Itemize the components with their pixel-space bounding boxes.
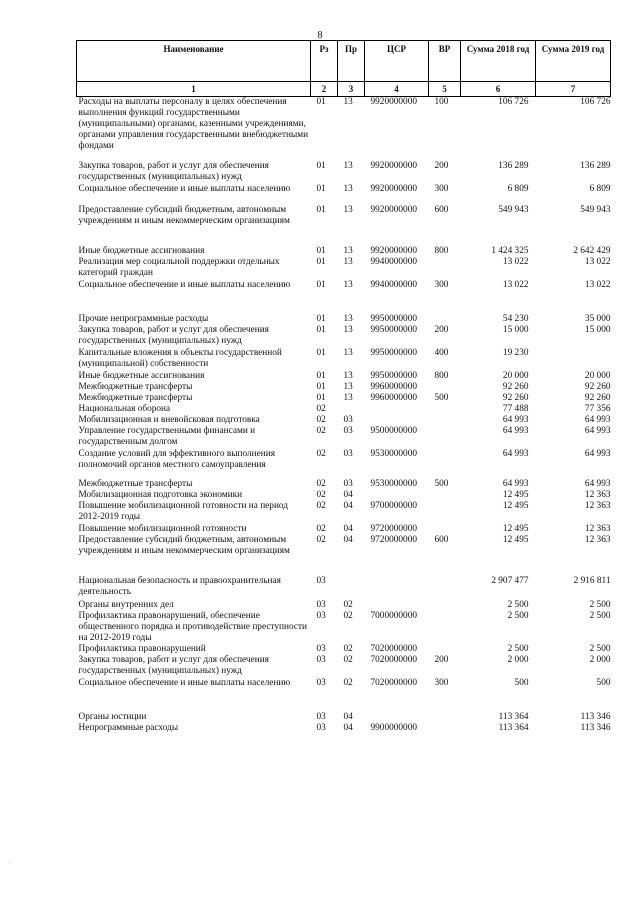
row-name: Расходы на выплаты персоналу в целях обеспечения выполнения функций государственными (муниципальными) органами, казенными учреждениями, органами управления государственными внебюджетными фондами [78, 97, 309, 151]
table-row [77, 611, 611, 644]
table-row [77, 655, 611, 678]
row-rz: 01 [316, 160, 326, 171]
row-csr: 9500000000 [370, 425, 417, 436]
row-sum-2018: 113 364 [498, 711, 529, 722]
row-pr: 13 [343, 256, 353, 267]
row-vr: 400 [434, 347, 449, 358]
row-sum-2018: 64 993 [502, 414, 529, 425]
row-sum-2018: 2 500 [507, 643, 529, 654]
row-pr: 02 [343, 654, 353, 665]
row-csr: 9950000000 [370, 347, 417, 358]
column-number: 6 [461, 82, 536, 97]
row-name: Межбюджетные трансферты [78, 478, 193, 489]
row-sum-2018: 549 943 [498, 204, 529, 215]
row-sum-2019: 2 500 [589, 610, 611, 621]
header-sum-2018: Сумма 2018 год [461, 41, 536, 82]
row-sum-2018: 77 488 [502, 403, 529, 414]
column-number: 3 [338, 82, 365, 97]
row-pr: 13 [343, 392, 353, 403]
row-name: Социальное обеспечение и иные выплаты населению [78, 183, 291, 194]
row-vr: 500 [434, 478, 449, 489]
row-csr: 9720000000 [370, 534, 417, 545]
row-rz: 01 [316, 256, 326, 267]
row-name: Капитальные вложения в объекты государственной (муниципальной) собственности [78, 347, 282, 369]
row-csr: 9920000000 [370, 160, 417, 171]
row-rz: 03 [316, 711, 326, 722]
row-rz: 01 [316, 370, 326, 381]
row-sum-2018: 13 022 [502, 279, 529, 290]
row-sum-2019: 92 260 [584, 392, 611, 403]
header-row [77, 41, 611, 82]
table-row [77, 644, 611, 655]
row-csr [365, 712, 429, 723]
row-name: Органы внутренних дел [78, 599, 174, 610]
header-vr: ВР [429, 41, 461, 82]
row-rz: 02 [316, 448, 326, 459]
table-row [77, 371, 611, 382]
row-name: Органы юстиции [78, 711, 147, 722]
row-rz: 01 [316, 279, 326, 290]
row-name: Профилактика правонарушений [78, 643, 206, 654]
row-pr: 13 [343, 279, 353, 290]
table-row [77, 184, 611, 205]
row-rz: 02 [316, 500, 326, 511]
header-sum-2019: Сумма 2019 год [536, 41, 611, 82]
row-sum-2019: 64 993 [584, 425, 611, 436]
page-number: 8 [317, 30, 323, 41]
row-pr: 13 [343, 97, 353, 107]
row-rz: 01 [316, 204, 326, 215]
row-sum-2019: 2 000 [589, 654, 611, 665]
table-row [77, 348, 611, 371]
row-sum-2018: 92 260 [502, 392, 529, 403]
row-sum-2019: 12 363 [584, 489, 611, 500]
row-csr: 9920000000 [370, 204, 417, 215]
row-name: Реализация мер социальной поддержки отдельных категорий граждан [78, 256, 280, 278]
table-row [77, 426, 611, 449]
row-name: Иные бюджетные ассигнования [78, 245, 205, 256]
row-sum-2018: 136 289 [498, 160, 529, 171]
row-vr [429, 723, 461, 734]
row-name: Межбюджетные трансферты [78, 392, 193, 403]
row-vr: 200 [434, 160, 449, 171]
row-sum-2019: 106 726 [580, 97, 611, 107]
row-csr: 9900000000 [370, 722, 417, 733]
row-vr: 200 [434, 324, 449, 335]
row-vr: 600 [434, 534, 449, 545]
row-csr: 7020000000 [370, 654, 417, 665]
table-row [77, 257, 611, 280]
row-pr: 13 [343, 160, 353, 171]
table-row [77, 280, 611, 314]
table-row [77, 325, 611, 348]
row-name: Социальное обеспечение и иные выплаты населению [78, 677, 291, 688]
row-sum-2019: 2 500 [589, 599, 611, 610]
row-pr: 04 [343, 711, 353, 722]
row-name: Непрограммные расходы [78, 722, 179, 733]
row-sum-2018: 13 022 [502, 256, 529, 267]
row-csr: 9530000000 [370, 478, 417, 489]
row-name: Предоставление субсидий бюджетным, автономным учреждениям и иным некоммерческим организациям [78, 204, 290, 226]
row-csr: 9920000000 [370, 183, 417, 194]
row-sum-2018: 12 495 [502, 534, 529, 545]
row-vr [429, 524, 461, 535]
table-row [77, 314, 611, 325]
row-rz: 02 [316, 489, 326, 500]
row-sum-2019: 64 993 [584, 478, 611, 489]
row-csr [365, 404, 429, 415]
row-vr [429, 576, 461, 600]
row-vr: 100 [434, 97, 449, 107]
row-sum-2018: 92 260 [502, 381, 529, 392]
row-rz: 01 [316, 324, 326, 335]
row-name: Межбюджетные трансферты [78, 381, 193, 392]
row-rz: 01 [316, 313, 326, 324]
row-vr: 200 [434, 654, 449, 665]
row-sum-2018: 2 500 [507, 610, 529, 621]
table-row [77, 712, 611, 723]
row-vr [429, 600, 461, 611]
row-pr: 04 [343, 500, 353, 511]
table-row [77, 449, 611, 479]
row-sum-2018: 64 993 [502, 425, 529, 436]
row-vr: 300 [434, 677, 449, 688]
row-sum-2018: 500 [514, 677, 529, 688]
table-row [77, 600, 611, 611]
row-rz: 02 [316, 523, 326, 534]
row-sum-2018: 54 230 [502, 313, 529, 324]
table-row [77, 723, 611, 734]
column-number: 5 [429, 82, 461, 97]
row-vr [429, 644, 461, 655]
row-name: Мобилизационная подготовка экономики [78, 489, 243, 500]
row-pr: 03 [343, 425, 353, 436]
row-vr [429, 415, 461, 426]
row-name: Национальная оборона [78, 403, 171, 414]
row-pr: 02 [343, 599, 353, 610]
row-sum-2018: 2 000 [507, 654, 529, 665]
row-sum-2019: 2 500 [589, 643, 611, 654]
row-csr: 7000000000 [370, 610, 417, 621]
row-sum-2018: 12 495 [502, 523, 529, 534]
row-pr: 04 [343, 523, 353, 534]
row-rz: 02 [316, 534, 326, 545]
row-name: Создание условий для эффективного выполнения полномочий органов местного самоуправления [78, 448, 275, 470]
row-pr: 13 [343, 324, 353, 335]
row-rz: 01 [316, 347, 326, 358]
row-vr [429, 382, 461, 393]
row-name: Закупка товаров, работ и услуг для обеспечения государственных (муниципальных) нужд [78, 324, 269, 346]
row-sum-2018: 106 726 [498, 97, 529, 107]
row-sum-2019: 2 642 429 [573, 245, 611, 256]
row-pr: 13 [343, 183, 353, 194]
row-pr: 13 [343, 313, 353, 324]
row-rz: 01 [316, 97, 326, 107]
row-sum-2019: 12 363 [584, 500, 611, 511]
row-sum-2018: 113 364 [498, 722, 529, 733]
row-sum-2019: 64 993 [584, 414, 611, 425]
row-pr: 04 [343, 534, 353, 545]
row-pr: 13 [343, 204, 353, 215]
row-sum-2019: 113 346 [580, 711, 611, 722]
row-pr [338, 576, 365, 600]
row-csr: 7020000000 [370, 677, 417, 688]
row-vr [429, 404, 461, 415]
row-rz: 02 [316, 414, 326, 425]
row-vr [429, 490, 461, 501]
row-csr: 9720000000 [370, 523, 417, 534]
row-vr [429, 449, 461, 479]
row-pr: 13 [343, 381, 353, 392]
row-vr: 500 [434, 392, 449, 403]
row-sum-2019: 12 363 [584, 523, 611, 534]
row-csr: 7020000000 [370, 643, 417, 654]
table-row [77, 97, 611, 161]
row-sum-2019: 549 943 [580, 204, 611, 215]
row-pr: 02 [343, 643, 353, 654]
row-csr: 9700000000 [370, 500, 417, 511]
row-sum-2019: 500 [596, 677, 611, 688]
row-vr: 300 [434, 279, 449, 290]
row-csr: 9950000000 [370, 370, 417, 381]
row-vr: 600 [434, 204, 449, 215]
row-csr [365, 576, 429, 600]
row-name: Управление государственными финансами и государственным долгом [78, 425, 256, 447]
row-sum-2019: 113 346 [580, 722, 611, 733]
row-csr [365, 490, 429, 501]
row-name: Профилактика правонарушений, обеспечение общественного порядка и противодействие преступности на 2012-2019 годы [78, 610, 308, 643]
table-row [77, 161, 611, 184]
row-csr [365, 600, 429, 611]
row-csr: 9950000000 [370, 313, 417, 324]
table-row [77, 501, 611, 524]
row-rz: 02 [316, 425, 326, 436]
row-csr: 9940000000 [370, 256, 417, 267]
budget-table [76, 40, 611, 734]
row-pr: 04 [343, 489, 353, 500]
row-rz: 02 [316, 478, 326, 489]
row-csr [365, 415, 429, 426]
row-name: Прочие непрограммные расходы [78, 313, 209, 324]
row-csr: 9940000000 [370, 279, 417, 290]
row-pr: 03 [343, 414, 353, 425]
row-rz: 03 [316, 654, 326, 665]
row-name: Закупка товаров, работ и услуг для обеспечения государственных (муниципальных) нужд [78, 160, 269, 182]
row-sum-2018: 64 993 [502, 448, 529, 459]
row-rz: 01 [316, 183, 326, 194]
row-sum-2018: 12 495 [502, 500, 529, 511]
row-sum-2019: 13 022 [584, 279, 611, 290]
row-sum-2019: 12 363 [584, 534, 611, 545]
header-name: Наименование [77, 41, 311, 82]
column-number: 7 [536, 82, 611, 97]
row-sum-2019: 92 260 [584, 381, 611, 392]
row-sum-2018: 2 907 477 [491, 575, 529, 586]
header-rz: Рз [311, 41, 338, 82]
row-name: Социальное обеспечение и иные выплаты населению [78, 279, 291, 290]
row-csr: 9920000000 [370, 245, 417, 256]
table-row [77, 524, 611, 535]
header-pr: Пр [338, 41, 365, 82]
row-name: Закупка товаров, работ и услуг для обеспечения государственных (муниципальных) нужд [78, 654, 269, 676]
row-sum-2018: 2 500 [507, 599, 529, 610]
row-vr: 800 [434, 370, 449, 381]
row-name: Иные бюджетные ассигнования [78, 370, 205, 381]
row-name: Национальная безопасность и правоохранительная деятельность [78, 575, 281, 597]
row-pr: 03 [343, 478, 353, 489]
row-vr [429, 712, 461, 723]
row-vr [429, 257, 461, 280]
row-name: Повышение мобилизационной готовности на период 2012-2019 годы [78, 500, 289, 522]
row-sum-2018: 19 230 [502, 347, 529, 358]
row-rz: 01 [316, 392, 326, 403]
row-sum-2018: 12 495 [502, 489, 529, 500]
table-row [77, 576, 611, 600]
table-row [77, 490, 611, 501]
table-row [77, 479, 611, 490]
table-row [77, 415, 611, 426]
row-pr: 02 [343, 610, 353, 621]
row-csr: 9530000000 [370, 448, 417, 459]
row-csr: 9950000000 [370, 324, 417, 335]
row-sum-2019: 20 000 [584, 370, 611, 381]
row-rz: 03 [316, 643, 326, 654]
row-rz: 03 [316, 599, 326, 610]
row-vr [429, 611, 461, 644]
row-csr: 9960000000 [370, 381, 417, 392]
row-sum-2019: 13 022 [584, 256, 611, 267]
row-pr: 13 [343, 347, 353, 358]
row-sum-2018: 15 000 [502, 324, 529, 335]
row-pr: 13 [343, 245, 353, 256]
column-number-row [77, 82, 611, 97]
row-sum-2018: 20 000 [502, 370, 529, 381]
row-sum-2019: 64 993 [584, 448, 611, 459]
row-name: Повышение мобилизационной готовности [78, 523, 247, 534]
row-rz: 01 [316, 381, 326, 392]
column-number: 1 [77, 82, 311, 97]
table-row [77, 382, 611, 393]
row-rz: 03 [316, 722, 326, 733]
row-rz: 01 [316, 245, 326, 256]
table-row [77, 205, 611, 246]
row-vr [429, 314, 461, 325]
table-row [77, 246, 611, 257]
row-rz: 03 [316, 610, 326, 621]
scan-dot: · [8, 858, 11, 867]
row-csr: 9920000000 [370, 97, 417, 107]
row-name: Предоставление субсидий бюджетным, автономным учреждениям и иным некоммерческим организациям [78, 534, 290, 556]
table-row [77, 404, 611, 415]
row-rz: 03 [316, 575, 326, 586]
row-vr: 800 [434, 245, 449, 256]
row-pr: 04 [343, 722, 353, 733]
row-sum-2019 [536, 348, 611, 371]
table-row [77, 393, 611, 404]
row-pr: 03 [343, 448, 353, 459]
row-vr [429, 426, 461, 449]
column-number: 2 [311, 82, 338, 97]
row-sum-2018: 1 424 325 [491, 245, 529, 256]
row-sum-2019: 15 000 [584, 324, 611, 335]
table-row [77, 678, 611, 712]
table-body [77, 97, 611, 734]
row-sum-2019: 2 916 811 [573, 575, 611, 586]
row-pr: 13 [343, 370, 353, 381]
row-sum-2019: 35 000 [584, 313, 611, 324]
table-row [77, 535, 611, 576]
header-csr: ЦСР [365, 41, 429, 82]
row-sum-2019: 136 289 [580, 160, 611, 171]
row-vr: 300 [434, 183, 449, 194]
column-number: 4 [365, 82, 429, 97]
row-sum-2019: 6 809 [589, 183, 611, 194]
row-pr: 02 [343, 677, 353, 688]
row-rz: 03 [316, 677, 326, 688]
row-vr [429, 501, 461, 524]
row-sum-2018: 64 993 [502, 478, 529, 489]
row-sum-2018: 6 809 [507, 183, 529, 194]
row-rz: 02 [316, 403, 326, 414]
row-name: Мобилизационная и вневойсковая подготовка [78, 414, 260, 425]
row-csr: 9960000000 [370, 392, 417, 403]
row-sum-2019: 77 356 [584, 403, 611, 414]
row-pr [338, 404, 365, 415]
